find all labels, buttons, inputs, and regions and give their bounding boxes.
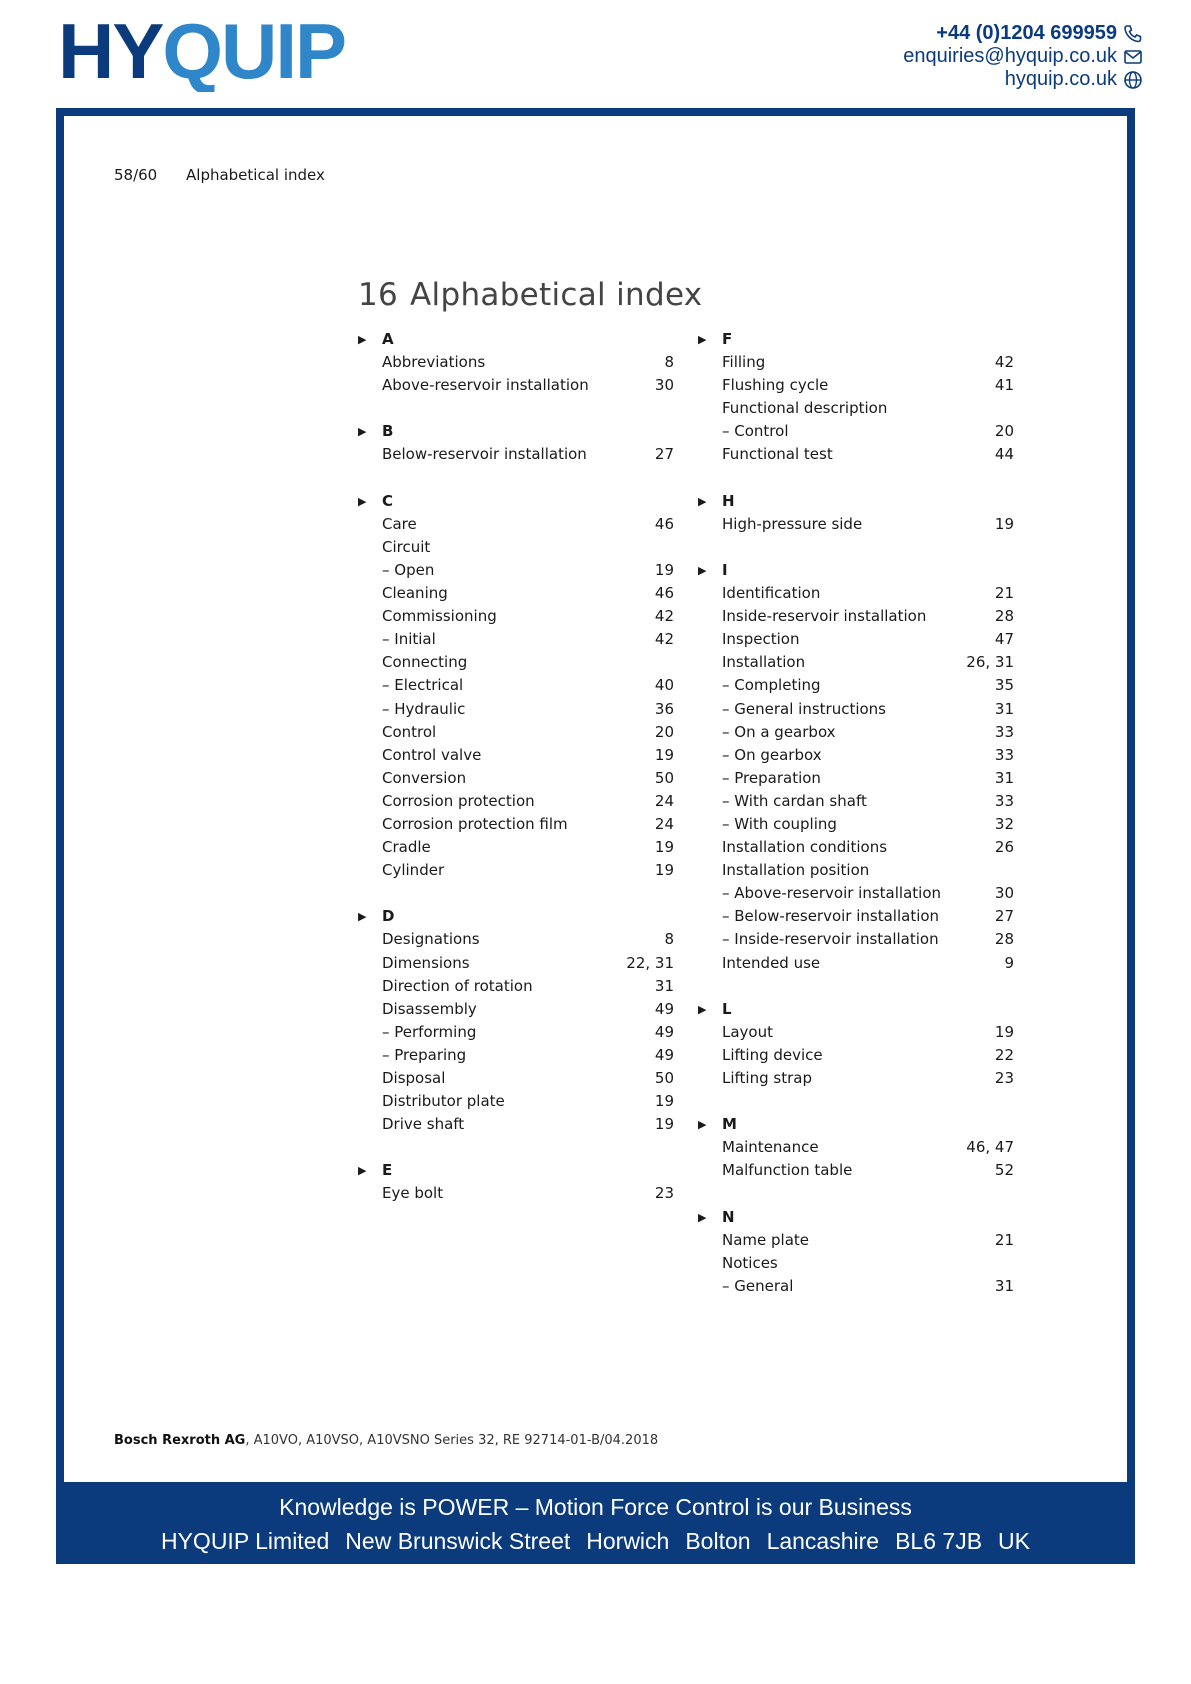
index-entry[interactable] bbox=[698, 628, 1014, 651]
index-entry[interactable] bbox=[698, 905, 1014, 928]
index-page: 8 bbox=[664, 353, 674, 372]
index-term: – Initial bbox=[382, 630, 436, 649]
index-letter: D bbox=[382, 907, 395, 926]
index-entry[interactable] bbox=[698, 882, 1014, 905]
index-term: – Below-reservoir installation bbox=[722, 907, 940, 926]
index-term: Cleaning bbox=[382, 584, 448, 603]
index-entry[interactable] bbox=[358, 443, 674, 466]
triangle-right-icon: ▶ bbox=[698, 1210, 707, 1224]
triangle-right-icon: ▶ bbox=[698, 333, 707, 346]
index-page: 33 bbox=[994, 791, 1014, 810]
index-spacer bbox=[698, 975, 1014, 998]
index-page: 26, 31 bbox=[966, 653, 1014, 672]
index-term: Connecting bbox=[382, 653, 468, 672]
index-term: Installation position bbox=[722, 861, 870, 880]
index-entry[interactable] bbox=[358, 721, 674, 744]
index-page: 31 bbox=[994, 699, 1014, 718]
index-entry[interactable] bbox=[698, 420, 1014, 443]
index-letter-heading bbox=[698, 559, 1014, 582]
phone-row[interactable] bbox=[903, 22, 1143, 45]
document-footer bbox=[114, 1433, 658, 1448]
index-term: Functional description bbox=[722, 399, 888, 418]
index-term: Disposal bbox=[382, 1069, 446, 1087]
triangle-right-icon: ▶ bbox=[358, 910, 367, 924]
page-number: 58/60 bbox=[114, 166, 158, 184]
index-entry[interactable] bbox=[698, 605, 1014, 628]
index-term: – Preparing bbox=[382, 1045, 467, 1064]
web-row[interactable] bbox=[903, 68, 1143, 91]
index-page: 41 bbox=[994, 376, 1014, 395]
section-name: Alphabetical index bbox=[186, 166, 325, 184]
index-page: 31 bbox=[994, 768, 1014, 787]
index-letter-heading bbox=[358, 905, 674, 928]
index-page: 32 bbox=[994, 814, 1014, 833]
index-term: Abbreviations bbox=[382, 353, 486, 372]
index-page: 31 bbox=[654, 976, 674, 995]
index-entry[interactable] bbox=[358, 1067, 674, 1090]
index-term: Distributor plate bbox=[382, 1092, 505, 1111]
index-entry[interactable] bbox=[698, 1136, 1014, 1159]
index-term: – Control bbox=[722, 422, 789, 441]
page-title bbox=[358, 277, 702, 313]
index-term: Below-reservoir installation bbox=[382, 445, 587, 464]
index-term: Designations bbox=[382, 930, 480, 949]
triangle-right-icon: ▶ bbox=[698, 563, 707, 577]
index-term: Inside-reservoir installation bbox=[722, 607, 927, 626]
index-entry[interactable] bbox=[698, 928, 1014, 951]
index-term: Functional test bbox=[722, 445, 833, 464]
index-entry[interactable] bbox=[358, 790, 674, 813]
index-entry[interactable] bbox=[358, 767, 674, 790]
envelope-icon bbox=[1123, 47, 1143, 67]
index-entry[interactable] bbox=[698, 952, 1014, 975]
index-term: Inspection bbox=[722, 630, 800, 649]
index-term: – On gearbox bbox=[722, 745, 822, 764]
index-term: Installation conditions bbox=[722, 838, 888, 857]
index-term: Identification bbox=[722, 584, 821, 603]
index-spacer bbox=[698, 536, 1014, 559]
index-entry[interactable] bbox=[358, 536, 674, 559]
index-page: 21 bbox=[994, 584, 1014, 603]
index-page: 23 bbox=[654, 1184, 674, 1203]
index-letter: E bbox=[382, 1161, 393, 1180]
phone-icon bbox=[1123, 24, 1143, 44]
index-letter: F bbox=[722, 330, 733, 348]
index-page: 42 bbox=[654, 607, 674, 626]
index-spacer bbox=[358, 1136, 674, 1159]
index-entry[interactable] bbox=[358, 859, 674, 882]
index-term: Lifting device bbox=[722, 1045, 823, 1064]
index-term: Layout bbox=[722, 1022, 773, 1041]
index-entry[interactable] bbox=[698, 744, 1014, 767]
index-page: 21 bbox=[994, 1230, 1014, 1249]
address-part: HYQUIP Limited bbox=[160, 1528, 330, 1554]
index-entry[interactable] bbox=[358, 1182, 674, 1205]
index-term: Installation bbox=[722, 653, 806, 672]
email-address[interactable]: enquiries@hyquip.co.uk bbox=[903, 45, 1117, 67]
index-term: Dimensions bbox=[382, 953, 470, 972]
index-term: Intended use bbox=[722, 953, 821, 972]
svg-text:HYQUIP: HYQUIP bbox=[58, 20, 346, 92]
index-letter-heading bbox=[698, 1206, 1014, 1229]
triangle-right-icon: ▶ bbox=[698, 494, 707, 508]
index-page: 30 bbox=[994, 884, 1014, 903]
slogan: Knowledge is POWER – Motion Force Control is our Business bbox=[279, 1494, 912, 1520]
index-page: 23 bbox=[994, 1069, 1014, 1087]
index-page: 49 bbox=[654, 1022, 674, 1041]
chapter-number: 16 bbox=[358, 276, 399, 313]
index-page: 19 bbox=[994, 1022, 1014, 1041]
index-entry[interactable] bbox=[358, 1044, 674, 1067]
index-page: 20 bbox=[994, 422, 1014, 441]
index-term: Control bbox=[382, 722, 437, 741]
index-term: – Completing bbox=[722, 676, 821, 695]
index-letter-heading bbox=[698, 998, 1014, 1021]
index-page: 20 bbox=[654, 722, 674, 741]
index-term: Eye bolt bbox=[382, 1184, 444, 1203]
contact-block bbox=[903, 22, 1143, 91]
index-letter-heading bbox=[358, 490, 674, 513]
index-entry[interactable] bbox=[698, 513, 1014, 536]
address-part: New Brunswick Street bbox=[345, 1528, 571, 1554]
index-entry[interactable] bbox=[698, 790, 1014, 813]
index-column-right bbox=[698, 328, 1014, 1298]
index-term: Above-reservoir installation bbox=[382, 376, 589, 395]
index-entry[interactable] bbox=[358, 952, 674, 975]
index-page: 35 bbox=[994, 676, 1014, 695]
index-page: 8 bbox=[664, 930, 674, 949]
index-term: – Electrical bbox=[382, 676, 464, 695]
address-line bbox=[56, 1524, 1135, 1558]
page-header bbox=[114, 166, 325, 184]
index-page: 33 bbox=[994, 745, 1014, 764]
index-term: Maintenance bbox=[722, 1138, 819, 1157]
index-term: – With cardan shaft bbox=[722, 791, 867, 810]
index-entry[interactable] bbox=[358, 836, 674, 859]
website-link[interactable]: hyquip.co.uk bbox=[1004, 68, 1117, 90]
index-entry[interactable] bbox=[698, 721, 1014, 744]
index-entry[interactable] bbox=[698, 651, 1014, 674]
index-entry[interactable] bbox=[698, 813, 1014, 836]
index-page: 49 bbox=[654, 1045, 674, 1064]
index-page: 50 bbox=[654, 768, 674, 787]
index-entry[interactable] bbox=[358, 513, 674, 536]
index-term: Lifting strap bbox=[722, 1069, 812, 1087]
footer-band bbox=[56, 1482, 1135, 1564]
index-page: 19 bbox=[654, 560, 674, 579]
index-entry[interactable] bbox=[698, 1044, 1014, 1067]
triangle-right-icon: ▶ bbox=[358, 494, 367, 508]
index-entry[interactable] bbox=[358, 998, 674, 1021]
index-term: – General instructions bbox=[722, 699, 886, 718]
address-part: Horwich bbox=[586, 1528, 670, 1554]
index-term: Filling bbox=[722, 353, 766, 372]
index-letter: C bbox=[382, 491, 394, 510]
index-letter: I bbox=[722, 560, 728, 579]
index-entry[interactable] bbox=[358, 674, 674, 697]
index-term: Cradle bbox=[382, 838, 431, 857]
address-part: Bolton bbox=[685, 1528, 751, 1554]
index-entry[interactable] bbox=[698, 1021, 1014, 1044]
footer-company: Bosch Rexroth AG bbox=[114, 1433, 246, 1448]
index-entry[interactable] bbox=[698, 1252, 1014, 1275]
index-entry[interactable] bbox=[698, 698, 1014, 721]
index-page: 49 bbox=[654, 999, 674, 1018]
index-term: Name plate bbox=[722, 1230, 810, 1249]
index-letter-heading bbox=[698, 328, 1014, 351]
index-page: 27 bbox=[994, 907, 1014, 926]
index-term: – General bbox=[722, 1276, 794, 1295]
index-page: 31 bbox=[994, 1276, 1014, 1295]
index-letter-heading bbox=[698, 490, 1014, 513]
index-entry[interactable] bbox=[358, 744, 674, 767]
index-letter: A bbox=[382, 330, 394, 348]
index-term: Malfunction table bbox=[722, 1161, 853, 1180]
index-entry[interactable] bbox=[698, 1159, 1014, 1182]
index-page: 50 bbox=[654, 1069, 674, 1087]
index-term: Conversion bbox=[382, 768, 467, 787]
index-entry[interactable] bbox=[698, 1275, 1014, 1298]
triangle-right-icon: ▶ bbox=[358, 1164, 367, 1178]
index-entry[interactable] bbox=[358, 582, 674, 605]
index-page: 28 bbox=[994, 930, 1014, 949]
index-entry[interactable] bbox=[358, 651, 674, 674]
index-spacer bbox=[698, 467, 1014, 490]
index-page: 24 bbox=[654, 814, 674, 833]
index-spacer bbox=[358, 882, 674, 905]
index-entry[interactable] bbox=[698, 1067, 1014, 1090]
index-entry[interactable] bbox=[358, 374, 674, 397]
index-letter: B bbox=[382, 422, 394, 441]
address-part: Lancashire bbox=[766, 1528, 880, 1554]
index-page: 22, 31 bbox=[626, 953, 674, 972]
index-entry[interactable] bbox=[358, 975, 674, 998]
index-entry[interactable] bbox=[698, 397, 1014, 420]
index-page: 42 bbox=[994, 353, 1014, 372]
index-letter-heading bbox=[698, 1113, 1014, 1136]
index-page: 27 bbox=[654, 445, 674, 464]
index-term: – Above-reservoir installation bbox=[722, 884, 942, 903]
index-entry[interactable] bbox=[698, 374, 1014, 397]
index-entry[interactable] bbox=[698, 859, 1014, 882]
chapter-title: Alphabetical index bbox=[410, 276, 703, 313]
index-entry[interactable] bbox=[358, 813, 674, 836]
globe-icon bbox=[1123, 70, 1143, 90]
address-part: BL6 7JB bbox=[895, 1528, 983, 1554]
index-entry[interactable] bbox=[698, 582, 1014, 605]
footer-details: , A10VO, A10VSO, A10VSNO Series 32, RE 92714-01-B/04.2018 bbox=[245, 1433, 659, 1448]
index-spacer bbox=[698, 1182, 1014, 1205]
index-letter: H bbox=[722, 491, 735, 510]
index-term: Corrosion protection bbox=[382, 791, 535, 810]
index-entry[interactable] bbox=[358, 351, 674, 374]
email-row[interactable] bbox=[903, 45, 1143, 68]
index-page: 24 bbox=[654, 791, 674, 810]
index-entry[interactable] bbox=[698, 443, 1014, 466]
index-term: – Open bbox=[382, 560, 435, 579]
index-term: – On a gearbox bbox=[722, 722, 836, 741]
index-term: – Preparation bbox=[722, 768, 821, 787]
index-column-left bbox=[358, 328, 674, 1206]
index-page: 19 bbox=[654, 745, 674, 764]
index-spacer bbox=[358, 467, 674, 490]
index-page: 40 bbox=[654, 676, 674, 695]
index-entry[interactable] bbox=[698, 1229, 1014, 1252]
index-page: 47 bbox=[994, 630, 1014, 649]
index-term: Control valve bbox=[382, 745, 482, 764]
index-term: – Hydraulic bbox=[382, 699, 466, 718]
index-spacer bbox=[358, 397, 674, 420]
index-letter: M bbox=[722, 1115, 737, 1134]
index-page: 26 bbox=[994, 838, 1014, 857]
index-term: Flushing cycle bbox=[722, 376, 829, 395]
index-term: Cylinder bbox=[382, 861, 445, 880]
index-page: 42 bbox=[654, 630, 674, 649]
index-term: Notices bbox=[722, 1253, 778, 1272]
index-entry[interactable] bbox=[358, 698, 674, 721]
index-page: 44 bbox=[994, 445, 1014, 464]
index-term: Drive shaft bbox=[382, 1115, 465, 1134]
index-page: 46, 47 bbox=[966, 1138, 1014, 1157]
hyquip-logo bbox=[58, 20, 418, 100]
index-page: 28 bbox=[994, 607, 1014, 626]
index-term: – Inside-reservoir installation bbox=[722, 930, 939, 949]
index-entry[interactable] bbox=[698, 674, 1014, 697]
index-page: 22 bbox=[994, 1045, 1014, 1064]
index-term: – Performing bbox=[382, 1022, 477, 1041]
phone-number[interactable]: +44 (0)1204 699959 bbox=[936, 22, 1117, 44]
index-page: 52 bbox=[994, 1161, 1014, 1180]
triangle-right-icon: ▶ bbox=[358, 425, 367, 439]
index-term: Disassembly bbox=[382, 999, 477, 1018]
index-term: Corrosion protection film bbox=[382, 814, 568, 833]
index-page: 30 bbox=[654, 376, 674, 395]
index-term: High-pressure side bbox=[722, 514, 863, 533]
index-entry[interactable] bbox=[698, 351, 1014, 374]
index-page: 19 bbox=[654, 838, 674, 857]
index-letter-heading bbox=[358, 328, 674, 351]
index-page: 36 bbox=[654, 699, 674, 718]
index-page: 19 bbox=[654, 861, 674, 880]
index-entry[interactable] bbox=[698, 836, 1014, 859]
index-entry[interactable] bbox=[358, 1021, 674, 1044]
index-letter: N bbox=[722, 1207, 735, 1226]
index-term: Care bbox=[382, 514, 417, 533]
index-entry[interactable] bbox=[358, 605, 674, 628]
index-page: 19 bbox=[994, 514, 1014, 533]
index-page: 9 bbox=[1004, 953, 1014, 972]
index-letter-heading bbox=[358, 1159, 674, 1182]
index-page: 33 bbox=[994, 722, 1014, 741]
index-entry[interactable] bbox=[358, 1090, 674, 1113]
index-spacer bbox=[698, 1090, 1014, 1113]
triangle-right-icon: ▶ bbox=[698, 1002, 707, 1016]
index-page: 19 bbox=[654, 1115, 674, 1134]
index-entry[interactable] bbox=[358, 1113, 674, 1136]
index-letter: L bbox=[722, 999, 732, 1018]
index-term: – With coupling bbox=[722, 814, 837, 833]
index-term: Direction of rotation bbox=[382, 976, 533, 995]
index-page: 46 bbox=[654, 514, 674, 533]
index-term: Commissioning bbox=[382, 607, 497, 626]
triangle-right-icon: ▶ bbox=[358, 333, 367, 346]
index-page: 46 bbox=[654, 584, 674, 603]
address-part: UK bbox=[998, 1528, 1030, 1554]
index-entry[interactable] bbox=[358, 559, 674, 582]
index-letter-heading bbox=[358, 420, 674, 443]
index-entry[interactable] bbox=[358, 628, 674, 651]
index-term: Circuit bbox=[382, 537, 431, 556]
index-page: 19 bbox=[654, 1092, 674, 1111]
index-entry[interactable] bbox=[358, 928, 674, 951]
index-entry[interactable] bbox=[698, 767, 1014, 790]
triangle-right-icon: ▶ bbox=[698, 1118, 707, 1132]
